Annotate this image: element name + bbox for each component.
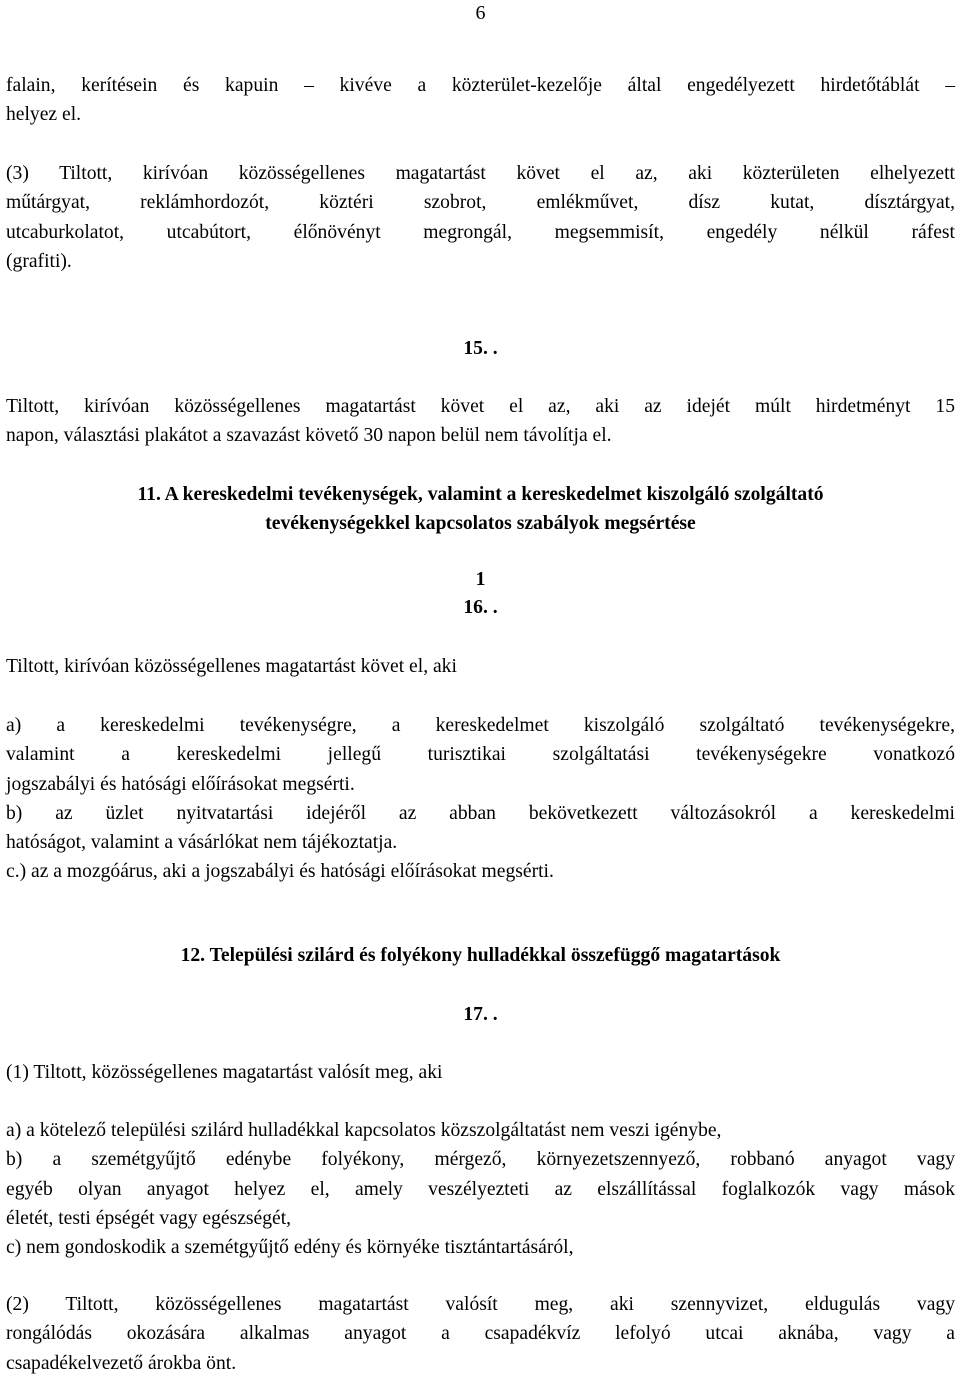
intro-paragraph bbox=[6, 71, 955, 130]
list-item-c: c) nem gondoskodik a szemétgyűjtő edény és környéke tisztántartásáról, bbox=[6, 1237, 574, 1259]
paragraph-3 bbox=[6, 159, 955, 276]
text-line: egyéb olyan anyagot helyez el, amely veszélyezteti az elszállítással foglalkozók vagy mások bbox=[6, 1178, 955, 1200]
section-15-heading: 15. . bbox=[463, 338, 498, 359]
section-17-points bbox=[6, 1116, 955, 1262]
page-number: 6 bbox=[475, 2, 486, 24]
text-line: csapadékelvezető árokba önt. bbox=[6, 1352, 237, 1374]
footnote-marker: 1 bbox=[475, 569, 486, 590]
text-line: napon, választási plakátot a szavazást követő 30 napon belül nem távolítja el. bbox=[6, 425, 612, 447]
text-line: valamint a kereskedelmi jellegű turisztikai szolgáltatási tevékenységekre vonatkozó bbox=[6, 744, 955, 766]
list-item-a: a) a kereskedelmi tevékenységre, a kereskedelmet kiszolgáló szolgáltató tevékenységekre, bbox=[6, 715, 955, 736]
list-item-c: c.) az a mozgóárus, aki a jogszabályi és hatósági előírásokat megsérti. bbox=[6, 861, 554, 883]
heading-line: 11. A kereskedelmi tevékenységek, valamint a kereskedelmet kiszolgáló szolgáltató bbox=[137, 484, 824, 505]
text-line: rongálódás okozására alkalmas anyagot a csapadékvíz lefolyó utcai aknába, vagy a bbox=[6, 1323, 955, 1345]
list-item-a: a) a kötelező települési szilárd hulladékkal kapcsolatos közszolgáltatást nem veszi igénybe, bbox=[6, 1120, 722, 1141]
section-17-heading: 17. . bbox=[463, 1004, 498, 1025]
text-line: hatóságot, valamint a vásárlókat nem tájékoztatja. bbox=[6, 832, 398, 854]
section-15-text bbox=[6, 392, 955, 451]
text-line: Tiltott, kirívóan közösségellenes magatartást követ el az, aki az idejét múlt hirdetményt 15 bbox=[6, 396, 955, 417]
text-line: falain, kerítésein és kapuin – kivéve a közterület-kezelője által engedélyezett hirdetőtáblát – bbox=[6, 75, 955, 96]
text-line: jogszabályi és hatósági előírásokat megsérti. bbox=[6, 773, 355, 795]
section-16-intro: Tiltott, kirívóan közösségellenes magatartást követ el, aki bbox=[6, 656, 457, 677]
text-line: (2) Tiltott, közösségellenes magatartást valósít meg, aki szennyvizet, eldugulás vagy bbox=[6, 1294, 955, 1315]
text-line: utcaburkolatot, utcabútort, élőnövényt megrongál, megsemmisít, engedély nélkül ráfest bbox=[6, 221, 955, 243]
text-line: helyez el. bbox=[6, 104, 82, 126]
text-line: műtárgyat, reklámhordozót, köztéri szobrot, emlékművet, dísz kutat, dísztárgyat, bbox=[6, 192, 955, 214]
section-16-points bbox=[6, 711, 955, 887]
chapter-11-heading bbox=[6, 480, 955, 539]
list-item-b: b) az üzlet nyitvatartási idejéről az abban bekövetkezett változásokról a kereskedelmi bbox=[6, 802, 955, 824]
section-17-intro: (1) Tiltott, közösségellenes magatartást valósít meg, aki bbox=[6, 1062, 443, 1083]
text-line: (3) Tiltott, kirívóan közösségellenes magatartást követ el az, aki közterületen elhelyezett bbox=[6, 163, 955, 184]
section-number: 16. . bbox=[463, 597, 498, 618]
text-line: életét, testi épségét vagy egészségét, bbox=[6, 1207, 292, 1229]
text-line: (grafiti). bbox=[6, 250, 72, 272]
chapter-12-heading: 12. Települési szilárd és folyékony hulladékkal összefüggő magatartások bbox=[180, 945, 781, 966]
section-16-heading bbox=[6, 566, 955, 622]
heading-line: tevékenységekkel kapcsolatos szabályok megsértése bbox=[265, 513, 696, 535]
list-item-b: b) a szemétgyűjtő edénybe folyékony, mérgező, környezetszennyező, robbanó anyagot vagy bbox=[6, 1149, 955, 1171]
section-17-paragraph-2 bbox=[6, 1290, 955, 1378]
